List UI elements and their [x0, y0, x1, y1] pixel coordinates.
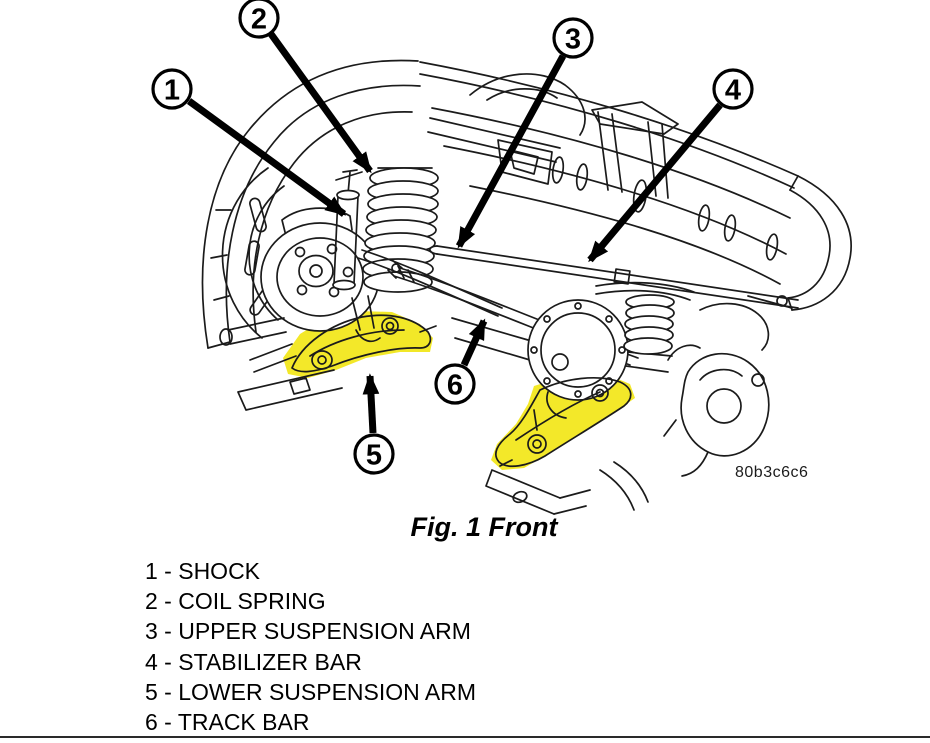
legend-item-2: 2 - COIL SPRING [145, 588, 326, 615]
legend-item-1: 1 - SHOCK [145, 558, 261, 584]
right-knuckle [664, 304, 769, 476]
arrow-1 [189, 101, 344, 214]
legend-item-3: 3 - UPPER SUSPENSION ARM [145, 618, 471, 645]
arrow-5 [370, 376, 373, 433]
callout-2-number: 2 [250, 3, 268, 36]
callout-6-number: 6 [446, 369, 464, 402]
arrow-6 [464, 321, 484, 365]
callout-5 [355, 435, 393, 473]
legend-item-5: 5 - LOWER SUSPENSION ARM [145, 678, 477, 705]
callout-2 [240, 0, 278, 37]
body-structure [428, 74, 585, 184]
callout-6 [436, 365, 474, 403]
arrow-2 [271, 34, 370, 171]
arrow-4 [590, 105, 720, 260]
callout-3-number: 3 [564, 23, 582, 56]
callout-5-number: 5 [365, 439, 383, 472]
callout-4-number: 4 [724, 74, 742, 107]
callout-1-number: 1 [163, 74, 181, 107]
figure-legend [145, 556, 705, 737]
legend-item-4: 4 - STABILIZER BAR [145, 648, 362, 675]
callout-3 [554, 19, 592, 57]
callout-4 [714, 70, 752, 108]
legend-item-6: 6 - TRACK BAR [145, 708, 310, 735]
bottom-divider [0, 736, 930, 738]
figure-code: 80b3c6c6 [735, 464, 809, 481]
callout-1 [153, 70, 191, 108]
figure-caption: Fig. 1 Front [410, 512, 558, 542]
brake-rotor [261, 208, 379, 331]
